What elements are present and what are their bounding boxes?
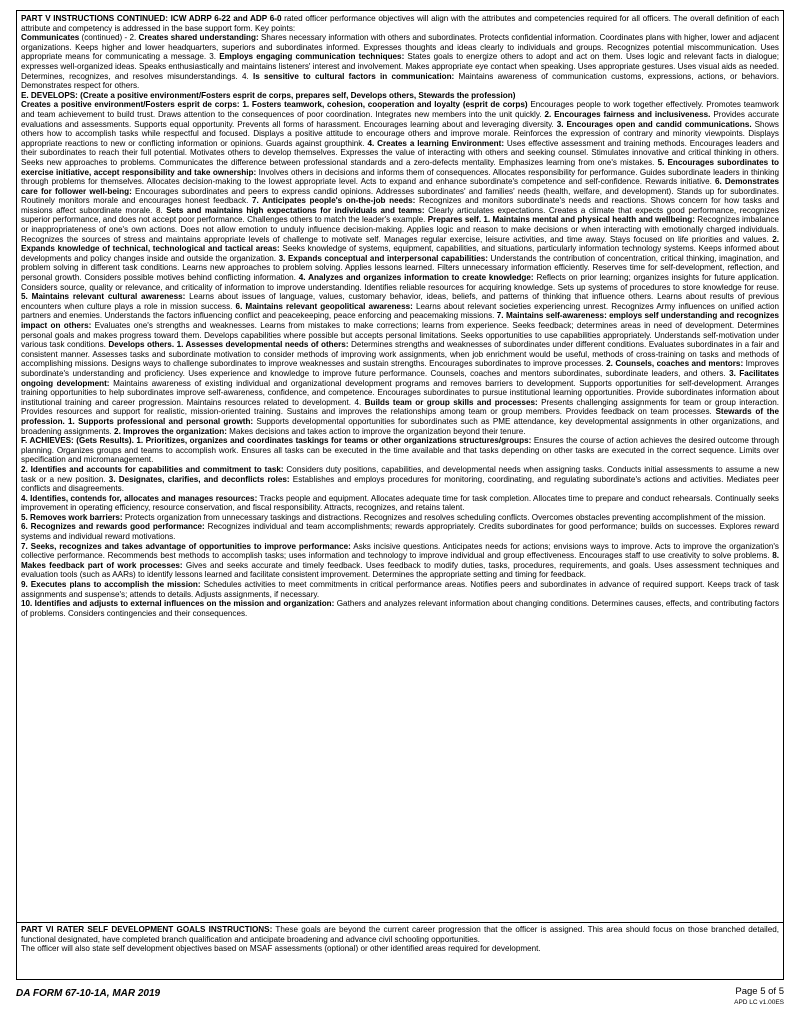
bold-run: Stewards of the profession. 1. Supports professional and personal growth: (21, 407, 779, 426)
bold-run: Builds team or group skills and processes: (364, 397, 538, 407)
part-v-instructions (17, 11, 783, 923)
form-version: APD LC v1.00ES (734, 999, 784, 1006)
form-id: DA FORM 67-10-1A, MAR 2019 (16, 988, 161, 999)
bold-run: Communicates (21, 33, 80, 43)
bold-run: 7. Maintains self-awareness: employs self understanding and recognizes impact on others: (21, 311, 780, 330)
bold-run: PART V INSTRUCTIONS CONTINUED: ICW ADRP 6-22 and ADP 6-0 (21, 14, 282, 23)
bold-run: 6. Demonstrates care for follower well-being: (21, 177, 780, 196)
bold-run: 8. Makes feedback part of work processes: (21, 551, 779, 570)
bold-run: 9. Executes plans to accomplish the mission: (21, 580, 201, 590)
bold-run: 3. Expands conceptual and interpersonal capabilities: (278, 253, 488, 263)
develops-heading (21, 91, 779, 101)
achieves-item: 4. Identifies, contends for, allocates and manages resources: Tracks people and equipment. Allocates adequate time for task completion. Allocates time to prepare and conduct rehearsals. Continually seeks improvement in operating efficiency, resource conservation, and fiscal responsibility. Attracts, recognizes, and retains talent. (21, 493, 779, 513)
bold-run: 4. Creates a learning Environment: (367, 138, 505, 148)
bold-run: F. ACHIEVES: (Gets Results). 1. Prioritizes, organizes and coordinates taskings for teams or other organizations structures/groups: (21, 436, 532, 446)
develops-paragraph: Creates a positive environment/Fosters esprit de corps: 1. Fosters teamwork, cohesion, cooperation and loyalty (esprit de corps) Encourages people to work together effectively. Promotes teamwork and team achievement to build trust. Draws attention to the consequences of poor coordination. Integrates new members into the unit quickly. 2. Encourages fairness and inclusiveness. Provides accurate evaluations and assessments. Supports equal opportunity. Prevents all forms of harassment. Encourages learning about and leveraging diversity. 3. Encourages open and candid communications. Shows others how to accomplish tasks while respectful and focused. Displays a positive attitude to encourage others and improve morale. Reinforces the expression of contrary and minority viewpoints. Displays appropriate reactions to new or conflicting information or opinions. Guards against groupthink. 4. Creates a learning Environment: Uses effective assessment and training methods. Encourages leaders and their subordinates to reach their full potential. Motivates others to develop themselves. Expresses the value of interacting with others and seeking counsel. Stimulates innovative and critical thinking in others. Seeks new approaches to problems. Communicates the difference between professional standards and a zero-defects mentality. Emphasizes learning from one's mistakes. 5. Encourages subordinates to exercise initiative, accept responsibility and take ownership: Involves others in decisions and informs them of consequences. Allocates responsibility for performance. Guides subordinate leaders in thinking through problems for themselves. Allocates decision-making to the lowest appropriate level. Acts to expand and enhance subordinate's competence and self-confidence. Rewards initiative. 6. Demonstrates care for follower well-being: Encourages subordinates and peers to express candid opinions. Addresses subordinates' and families' needs (health, welfare, and development). Stands up for subordinates. Routinely monitors morale and encourages honest feedback. 7. Anticipates people's on-the-job needs: Recognizes and monitors subordinate's needs and reactions. Shows concern for how tasks and missions affect subordinate morale. 8. Sets and maintains high expectations for individuals and teams: Clearly articulates expectations. Creates a climate that expects good performance, recognizes superior performance, and does not accept poor performance. Challenges others to match the leader's example. Prepares self. 1. Maintains mental and physical health and wellbeing: Recognizes imbalance or inappropriateness of one's own actions. Does not allow emotion to unduly influence decision-making. Applies logic and reason to make decisions or when interacting with emotionally charged individuals. Recognizes the sources of stress and maintains appropriate levels of challenge to motivate self. Manages regular exercise, leisure activities, and time away. Stays focused on life priorities and values. 2. Expands knowledge of technical, technological and tactical areas: Seeks knowledge of systems, equipment, capabilities, and situations, particularly information technology systems. Keeps informed about developments and policy changes inside and outside the organization. 3. Expands conceptual and interpersonal capabilities: Understands the contribution of concentration, critical thinking, imagination, and problem solving in different task conditions. Learns new approaches to problem solving. Applies lessons learned. Filters unnecessary information efficiently. Reserves time for self-development, reflection, and personal growth. Considers possible motives behind conflicting information. 4. Analyzes and organizes information to create knowledge: Reflects on prior learning; organizes insights for future application. Considers source, quality or relevance, and criticality of information to improve understanding. Identifies reliable resources for acquiring knowledge. Sets up systems of procedures to store knowledge for reuse. 5. Maintains relevant cultural awareness: Learns about issues of language, values, customary behavior, ideas, beliefs, and patterns of thinking that influence others. Learns about results of previous encounters when culture plays a role in mission success. 6. Maintains relevant geopolitical awareness: Learns about relevant societies experiencing unrest. Recognizes Army influences on unified action partners and enemies. Understands the factors influencing conflict and peacekeeping, peace enforcing and peacemaking missions. 7. Maintains self-awareness: employs self understanding and recognizes impact on others: Evaluates one's strengths and weaknesses. Learns from mistakes to make corrections; learns from experience. Seeks feedback; determines areas in need of development. Determines personal goals and makes progress toward them. Develops capabilities where possible but accepts personal limitations. Seeks opportunities to use capabilities appropriately. Understands self-motivation under various task conditions. Develops others. 1. Assesses developmental needs of others: Determines strengths and weaknesses of subordinates under different conditions. Evaluates subordinates in a fair and consistent manner. Assesses tasks and subordinate motivation to consider methods of improving work assignments, when job enrichment would be useful, methods of cross-training on tasks and methods of accomplishing missions. Designs ways to challenge subordinates to improve weaknesses and sustain strengths. Encourages subordinates to improve processes. 2. Counsels, coaches and mentors: Improves subordinate's understanding and proficiency. Uses experience and knowledge to improve future performance. Counsels, coaches and mentors subordinates, subordinate leaders, and others. 3. Facilitates ongoing development: Maintains awareness of existing individual and organizational development programs and removes barriers to development. Supports opportunities for self-development. Arranges training opportunities to help subordinates improve self-awareness, confidence, and competence. Encourages subordinates to pursue institutional learning opportunities. Provide subordinates information about institutional training and career progression. Maintains resources related to development. 4. Builds team or group skills and processes: Presents challenging assignments for team or group interaction. Provides resources and support for realistic, mission-oriented training. Sustains and improves the relationships among team or group members. Provides feedback on team processes. Stewards of the profession. 1. Supports professional and personal growth: Supports developmental opportunities for subordinates such as PME attendance, key developmental assignments in other organizations, and broadening assignments. 2. Improves the organization: Makes decisions and takes action to improve the organization beyond their tenure. (21, 100, 780, 436)
achieves-item: 10. Identifies and adjusts to external influences on the mission and organization: Gathers and analyzes relevant information about changing conditions. Determines causes, effects, and contributing factors of problems. Considers contingencies and their consequences. (21, 599, 780, 618)
bold-run: Sets and maintains high expectations for individuals and teams: (166, 205, 425, 215)
bold-run: 7. Anticipates people's on-the-job needs: (251, 196, 416, 206)
bold-run: Creates a positive environment/Fosters esprit de corps: 1. Fosters teamwork, cohesion, cooperation and loyalty (esprit de corps) (21, 100, 528, 110)
bold-run: 6. Recognizes and rewards good performance: (21, 522, 205, 532)
part-vi-paragraph-2: The officer will also state self development objectives based on MSAF assessments (optional) or other identified areas required for development. (21, 944, 541, 954)
bold-run: 2. Counsels, coaches and mentors: (606, 359, 744, 369)
achieves-item: 5. Removes work barriers: Protects organization from unnecessary taskings and distractions. Recognizes and resolves scheduling conflicts. Overcomes obstacles preventing accomplishment of the mission. (21, 512, 766, 522)
bold-run: 2. Expands knowledge of technical, technological and tactical areas: (21, 234, 779, 254)
bold-run: PART VI RATER SELF DEVELOPMENT GOALS INSTRUCTIONS: (21, 925, 273, 934)
bold-run: 3. Designates, clarifies, and deconflicts roles: (108, 474, 290, 484)
bold-run: 5. Maintains relevant cultural awareness: (21, 292, 186, 302)
bold-run: 7. Seeks, recognizes and takes advantage of opportunities to improve performance: (21, 541, 351, 551)
bold-run: 5. Removes work barriers: (21, 512, 123, 522)
achieves-heading: F. ACHIEVES: (Gets Results). 1. Prioritizes, organizes and coordinates taskings for teams or other organizations structures/groups: Ensures the course of action achieves the desired outcome through planning. Organizes groups and teams to accomplish work. Ensures all tasks can be executed in the time available and that tasks depending on other tasks are executed in the correct sequence. Limits over specification and micromanagement. (21, 436, 780, 465)
achieves-list (21, 465, 779, 619)
bold-run: 2. Identifies and accounts for capabilities and commitment to task: (21, 464, 284, 474)
bold-run: 10. Identifies and adjusts to external influences on the mission and organization: (21, 599, 335, 609)
achieves-item: 9. Executes plans to accomplish the mission: Schedules activities to meet commitments in critical performance areas. Notifies peers and subordinates in advance of required support. Keeps track of task assignments and suspense's; attends to details. Adjusts assignments, if necessary. (21, 580, 779, 599)
bold-run: 2. Encourages fairness and inclusiveness. (544, 109, 711, 119)
bold-run: 4. Analyzes and organizes information to create knowledge: (298, 273, 534, 283)
achieves-item: 7. Seeks, recognizes and takes advantage of opportunities to improve performance: Asks incisive questions. Anticipates needs for actions; envisions ways to improve. Acts to improve the organization's collective performance. Recommends best methods to accomplish tasks; uses information and technology to improve individual and group effectiveness. Encourages staff to use creativity to solve problems. 8. Makes feedback part of work processes: Gives and seeks accurate and timely feedback. Uses feedback to modify duties, tasks, procedures, requirements, and goals. Uses assessment techniques and evaluation tools (such as AARs) to identify lessons learned and facilitate consistent improvement. Determines the appropriate setting and timing for feedback. (21, 541, 779, 580)
part-v-intro: PART V INSTRUCTIONS CONTINUED: ICW ADRP 6-22 and ADP 6-0 rated officer performance objectives will align with the attributes and competencies required for all officers. The overall definition of each attribute and competency is addressed in the base support form. Key points: (21, 14, 779, 33)
form-page (16, 10, 784, 980)
page-footer (16, 986, 784, 1016)
achieves-item: 2. Identifies and accounts for capabilities and commitment to task: Considers duty positions, capabilities, and developmental needs when assigning tasks. Conducts initial assessments to assume a new task or a new position. 3. Designates, clarifies, and deconflicts roles: Establishes and employs procedures for monitoring, coordinating, and regulating subordinate's actions and activities. Mediates peer conflicts and disagreements. (21, 464, 779, 494)
bold-run: 4. Identifies, contends for, allocates and manages resources: (21, 493, 258, 503)
bold-run: 3. Facilitates ongoing development: (21, 368, 779, 388)
bold-run: Is sensitive to cultural factors in communication: (253, 71, 455, 81)
bold-run: 6. Maintains relevant geopolitical awareness: (235, 301, 413, 311)
page-number: Page 5 of 5 (735, 986, 784, 997)
bold-run: Creates shared understanding: (138, 33, 259, 43)
bold-run: 2. Improves the organization: (114, 426, 227, 436)
bold-run: 5. Encourages subordinates to exercise initiative, accept responsibility and take ownership: (21, 157, 779, 177)
bold-run: Employs engaging communication techniques: (219, 52, 405, 62)
bold-run: Develops others. 1. Assesses developmental needs of others: (108, 340, 349, 350)
bold-run: 3. Encourages open and candid communications. (556, 119, 752, 129)
bold-run: Prepares self. 1. Maintains mental and physical health and wellbeing: (427, 215, 695, 225)
part-vi-paragraph: PART VI RATER SELF DEVELOPMENT GOALS INSTRUCTIONS: These goals are beyond the current career progression that the officer is assigned. This area should focus on those branched detailed, functional designated, have completed branch qualification and anticipate broadening and advance civil schooling opportunities. (21, 925, 780, 944)
bold-run: E. DEVELOPS: (Create a positive environment/Fosters esprit de corps, prepares self, Develops others, Stewards the profession) (21, 90, 516, 100)
communicates-paragraph: Communicates (continued) - 2. Creates shared understanding: Shares necessary information with others and subordinates. Protects confidential information. Coordinates plans with higher, lower and adjacent organizations. Keeps higher and lower headquarters, superiors and subordinates informed. Expresses thoughts and ideas clearly to individuals and groups. Recognizes potential miscommunication. Uses appropriate means for communicating a message. 3. Employs engaging communication techniques: States goals to energize others to adopt and act on them. Uses logic and relevant facts in dialogue; expresses well-organized ideas. Speaks enthusiastically and maintains listeners' interest and involvement. Makes appropriate eye contact when speaking. Uses appropriate gestures. Uses visual aids as needed. Determines, recognizes, and resolves misunderstandings. 4. Is sensitive to cultural factors in communication: Maintains awareness of communication customs, expressions, actions, or behaviors. Demonstrates respect for others. (21, 33, 780, 91)
part-vi-instructions (17, 923, 783, 979)
achieves-item: 6. Recognizes and rewards good performance: Recognizes individual and team accomplishments; rewards appropriately. Credits subordinates for good performance; builds on successes. Explores reward systems and individual reward motivations. (21, 522, 779, 542)
